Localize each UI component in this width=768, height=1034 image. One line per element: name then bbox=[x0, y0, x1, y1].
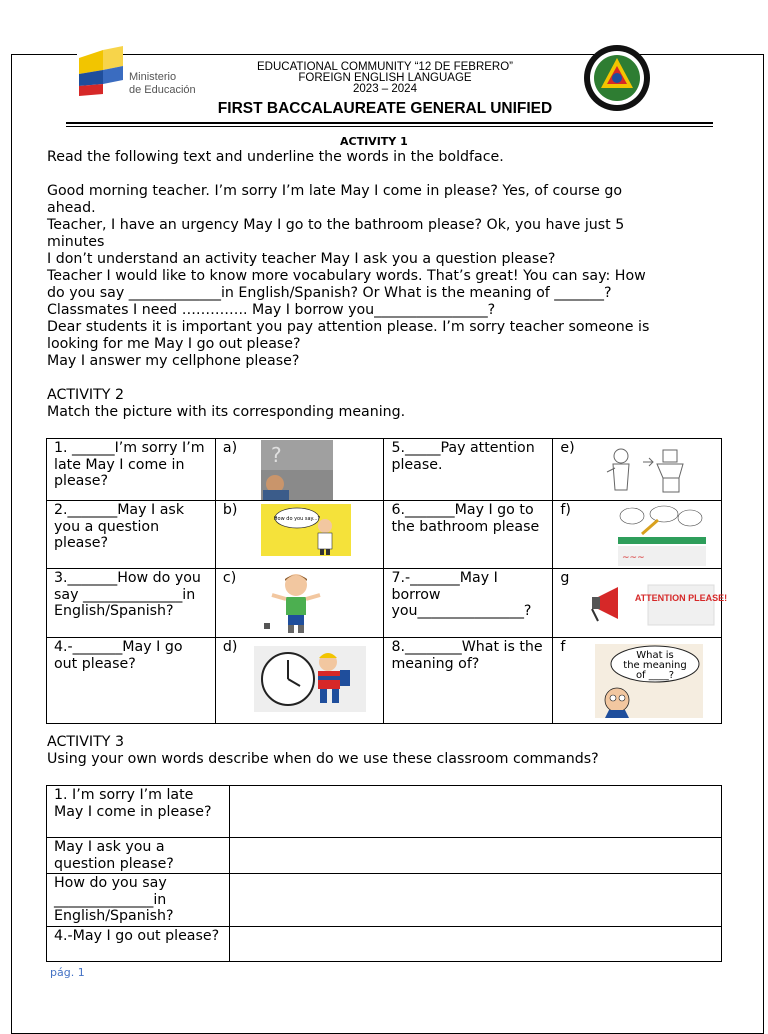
attention-megaphone-picture bbox=[588, 581, 728, 629]
commands-table bbox=[46, 785, 722, 962]
activity1-line: Teacher I would like to know more vocabulary words. That’s great! You can say: How bbox=[47, 268, 646, 284]
how-do-you-say-picture bbox=[261, 504, 351, 556]
picture-letter: f bbox=[560, 639, 566, 655]
picture-letter: g bbox=[560, 570, 570, 586]
ministerio-logo-line2: de Educación bbox=[129, 84, 196, 96]
table-row bbox=[47, 501, 722, 569]
command-label: How do you say ______________in English/Spanish? bbox=[47, 874, 230, 927]
command-label: 4.-May I go out please? bbox=[47, 926, 230, 961]
picture-letter: b) bbox=[222, 502, 238, 518]
table-row bbox=[47, 874, 722, 927]
table-row bbox=[47, 786, 722, 838]
header-line2: FOREIGN ENGLISH LANGUAGE bbox=[298, 72, 472, 84]
meaning-question-picture bbox=[595, 644, 703, 718]
match-picture-cell bbox=[553, 439, 722, 501]
meaning-bubble-text: of ____? bbox=[636, 670, 675, 681]
answer-field[interactable] bbox=[230, 874, 722, 927]
bathroom-sketch-picture bbox=[593, 442, 691, 498]
match-picture-cell bbox=[553, 638, 722, 724]
match-picture-cell bbox=[215, 569, 384, 638]
activity1-title: ACTIVITY 1 bbox=[340, 135, 408, 148]
table-row bbox=[47, 838, 722, 874]
student-boy-picture bbox=[264, 571, 328, 635]
activity1-line: Classmates I need ………….. May I borrow you________________? bbox=[47, 302, 496, 318]
page-number: pág. 1 bbox=[50, 966, 85, 979]
answer-field[interactable] bbox=[230, 786, 722, 838]
activity2-instruction: Match the picture with its corresponding meaning. bbox=[47, 404, 406, 420]
confused-person-picture bbox=[261, 440, 333, 500]
match-picture-cell bbox=[215, 638, 384, 724]
late-student-clock-picture bbox=[254, 646, 366, 712]
activity3-title: ACTIVITY 3 bbox=[47, 734, 124, 750]
match-question: 3._______How do you say ______________in English/Spanish? bbox=[47, 569, 216, 638]
match-question: 7.-_______May I borrow you_______________? bbox=[384, 569, 553, 638]
header-line3: 2023 – 2024 bbox=[353, 83, 417, 95]
command-label: May I ask you a question please? bbox=[47, 838, 230, 874]
picture-letter: c) bbox=[222, 570, 237, 586]
activity1-line: ahead. bbox=[47, 200, 96, 216]
attention-sign-text: ATTENTION PLEASE! bbox=[635, 593, 728, 603]
header-divider bbox=[66, 122, 713, 124]
activity1-line: Dear students it is important you pay attention please. I’m sorry teacher someone is bbox=[47, 319, 650, 335]
activity1-line: Good morning teacher. I’m sorry I’m late May I come in please? Yes, of course go bbox=[47, 183, 623, 199]
picture-letter: a) bbox=[222, 440, 238, 456]
picture-letter: d) bbox=[222, 639, 238, 655]
matching-table bbox=[46, 438, 728, 724]
table-row bbox=[47, 569, 722, 638]
svg-text:~~~: ~~~ bbox=[622, 553, 646, 563]
activity1-line: May I answer my cellphone please? bbox=[47, 353, 300, 369]
table-row bbox=[47, 926, 722, 961]
ministerio-logo-line1: Ministerio bbox=[129, 71, 177, 83]
match-picture-cell bbox=[553, 501, 722, 569]
meaning-bubble-text: the meaning bbox=[623, 660, 688, 671]
command-label: 1. I’m sorry I’m late May I come in please? bbox=[47, 786, 230, 838]
activity1-line: minutes bbox=[47, 234, 105, 250]
picture-letter: e) bbox=[560, 440, 575, 456]
match-question: 8.________What is the meaning of? bbox=[384, 638, 553, 724]
match-question: 4.-_______May I go out please? bbox=[47, 638, 216, 724]
activity1-line: do you say _____________in English/Spanish? Or What is the meaning of _______? bbox=[47, 285, 612, 301]
answer-field[interactable] bbox=[230, 838, 722, 874]
activity1-instruction: Read the following text and underline the words in the boldface. bbox=[47, 149, 504, 165]
header-divider-thin bbox=[66, 126, 713, 127]
table-row bbox=[47, 439, 722, 501]
activity2-title: ACTIVITY 2 bbox=[47, 387, 124, 403]
meaning-bubble-text: What is bbox=[636, 650, 675, 661]
bubble-text: How do you say...? bbox=[273, 516, 321, 522]
picture-letter: f) bbox=[560, 502, 571, 518]
match-question: 6._______May I go to the bathroom please bbox=[384, 501, 553, 569]
activity1-line: I don’t understand an activity teacher May I ask you a question please? bbox=[47, 251, 556, 267]
activity3-instruction: Using your own words describe when do we use these classroom commands? bbox=[47, 751, 599, 767]
answer-field[interactable] bbox=[230, 926, 722, 961]
document-title: FIRST BACCALAUREATE GENERAL UNIFIED bbox=[217, 100, 553, 117]
header-line1: EDUCATIONAL COMMUNITY “12 DE FEBRERO” bbox=[256, 61, 513, 73]
match-question: 5._____Pay attention please. bbox=[384, 439, 553, 501]
activity1-line: looking for me May I go out please? bbox=[47, 336, 301, 352]
match-picture-cell bbox=[553, 569, 728, 638]
match-picture-cell bbox=[215, 501, 384, 569]
table-row bbox=[47, 638, 722, 724]
borrow-pencil-picture bbox=[618, 504, 706, 566]
svg-text:?: ? bbox=[270, 443, 282, 467]
match-question: 2._______May I ask you a question please? bbox=[47, 501, 216, 569]
match-question: 1. ______I’m sorry I’m late May I come in please? bbox=[47, 439, 216, 501]
activity1-line: Teacher, I have an urgency May I go to the bathroom please? Ok, you have just 5 bbox=[47, 217, 625, 233]
match-picture-cell bbox=[215, 439, 384, 501]
